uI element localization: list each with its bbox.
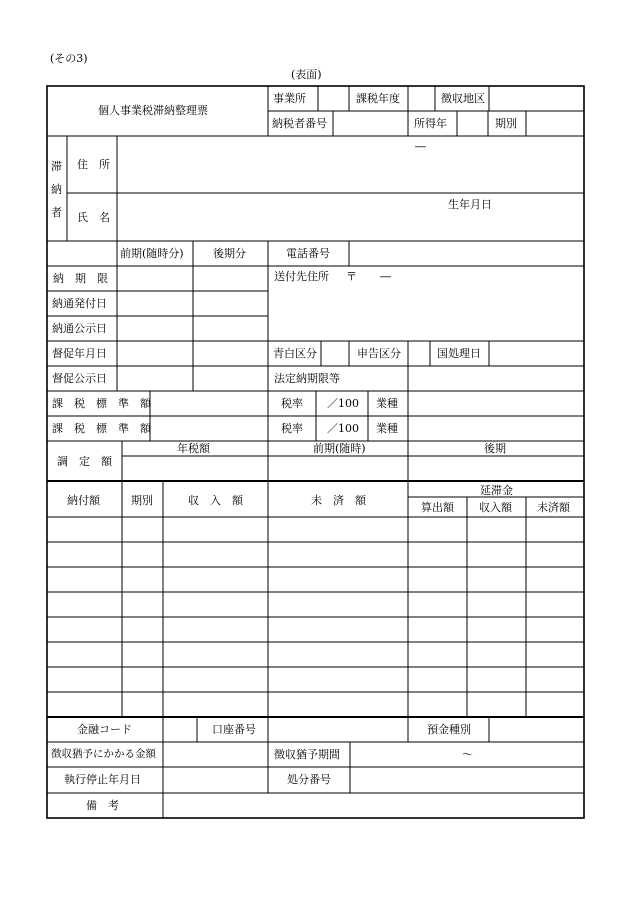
term-header: 期別 <box>131 494 153 507</box>
blue-white-class-label: 青白区分 <box>273 347 317 360</box>
annual-tax-label: 年税額 <box>177 442 210 455</box>
late-unsettled-header: 未済額 <box>537 501 570 514</box>
office-label: 事業所 <box>273 92 306 105</box>
reminder-publish-date-label: 督促公示日 <box>52 372 107 385</box>
deferral-period-label: 徴収猶予期間 <box>274 748 340 761</box>
late-received-header: 収入額 <box>479 501 512 514</box>
second-term-only-label: 後期 <box>484 442 506 455</box>
deposit-type-label: 預金種別 <box>427 723 471 736</box>
notice-issue-date-label: 納通発付日 <box>52 297 107 310</box>
assessment-label: 調 定 額 <box>57 455 112 468</box>
tax-base-label-2: 課 税 標 準 額 <box>52 422 151 435</box>
postal-dash: ― <box>380 270 391 283</box>
bank-code-label: 金融コード <box>77 723 132 736</box>
delinquent-char-1: 滞 <box>51 160 62 173</box>
tax-rate-label-2: 税率 <box>281 422 303 435</box>
form-title: 個人事業税滞納整理票 <box>98 104 208 117</box>
paid-header: 納付額 <box>67 494 100 507</box>
unsettled-header: 未 済 額 <box>311 494 366 507</box>
report-class-label: 申告区分 <box>357 347 401 360</box>
income-year-label: 所得年 <box>414 117 447 130</box>
business-type-label-1: 業種 <box>376 397 398 410</box>
first-term-label: 前期(随時分) <box>120 247 184 260</box>
per100-label-1: ／100 <box>327 397 359 410</box>
tax-year-label: 課税年度 <box>356 92 400 105</box>
late-fee-header: 延滞金 <box>480 484 513 497</box>
account-no-label: 口座番号 <box>212 723 256 736</box>
address-dash: ― <box>415 140 426 153</box>
tax-base-label-1: 課 税 標 準 額 <box>52 397 151 410</box>
reminder-date-label: 督促年月日 <box>52 347 107 360</box>
remarks-label: 備 考 <box>86 799 119 812</box>
first-term-any-label: 前期(随時) <box>313 442 366 455</box>
received-header: 収 入 額 <box>188 494 243 507</box>
send-address-label: 送付先住所 <box>274 270 329 283</box>
national-date-label: 国処理日 <box>437 347 481 360</box>
second-term-label: 後期分 <box>213 247 246 260</box>
face-label: (表面) <box>291 68 322 81</box>
disposition-no-label: 処分番号 <box>287 773 331 786</box>
term-type-label: 期別 <box>495 117 517 130</box>
address-label: 住 所 <box>77 158 110 171</box>
delinquent-char-2: 納 <box>51 183 62 196</box>
business-type-label-2: 業種 <box>376 422 398 435</box>
taxpayer-number-label: 納税者番号 <box>272 117 327 130</box>
tax-rate-label-1: 税率 <box>281 397 303 410</box>
period-tilde: ～ <box>462 748 473 761</box>
notice-publish-date-label: 納通公示日 <box>52 322 107 335</box>
delinquent-char-3: 者 <box>51 206 62 219</box>
deferral-amount-label: 徴収猶予にかかる金額 <box>51 748 156 760</box>
deadline-label: 納 期 限 <box>53 272 108 285</box>
collection-area-label: 徴収地区 <box>441 92 485 105</box>
name-label: 氏 名 <box>77 211 110 224</box>
suspension-date-label: 執行停止年月日 <box>64 773 141 786</box>
phone-label: 電話番号 <box>286 247 330 260</box>
birth-date-label: 生年月日 <box>448 198 492 211</box>
calculated-header: 算出額 <box>421 501 454 514</box>
statutory-deadline-label: 法定納期限等 <box>274 372 340 385</box>
per100-label-2: ／100 <box>327 422 359 435</box>
page-label: (その3) <box>50 52 88 65</box>
postal-mark: 〒 <box>346 270 357 283</box>
